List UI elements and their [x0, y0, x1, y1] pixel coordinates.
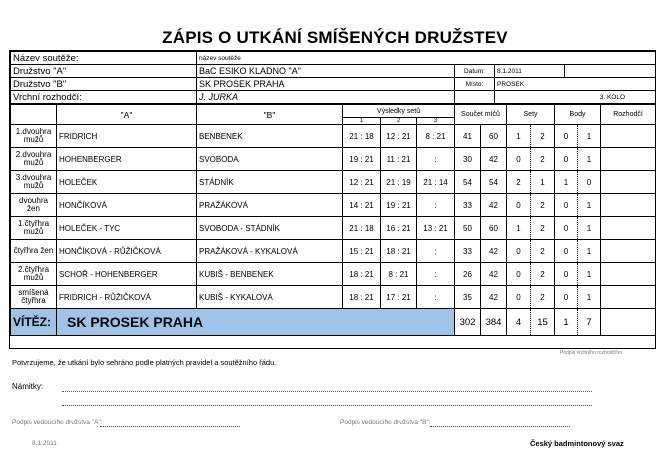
set3-score: :: [417, 240, 455, 263]
team-a-row: [11, 65, 656, 78]
set1-score: 14 : 21: [343, 194, 381, 217]
referee-cell: [601, 148, 656, 171]
team-b-label: Družstvo "B": [11, 78, 197, 91]
set3-score: :: [417, 286, 455, 309]
balls-a: 41: [455, 125, 481, 148]
match-row: [11, 125, 656, 148]
set2-score: 8 : 21: [381, 263, 417, 286]
notes-line-2: [62, 405, 592, 406]
points-b: 1: [578, 194, 601, 217]
balls-a: 33: [455, 194, 481, 217]
balls-b: 60: [481, 125, 507, 148]
sets-a: 0: [507, 240, 531, 263]
sets-b: 2: [531, 148, 555, 171]
points-a: 0: [555, 263, 578, 286]
sets-a: 1: [507, 125, 531, 148]
document-title: ZÁPIS O UTKÁNÍ SMÍŠENÝCH DRUŽSTEV: [162, 28, 508, 47]
set2-score: 16 : 21: [381, 217, 417, 240]
referee-row: [11, 91, 656, 104]
balls-b: 42: [481, 240, 507, 263]
balls-b: 60: [481, 217, 507, 240]
balls-a: 50: [455, 217, 481, 240]
referee-extra-cell: [455, 91, 495, 104]
referee-cell: [601, 194, 656, 217]
match-row: [11, 217, 656, 240]
round-value: 3. KOLO: [495, 91, 656, 104]
points-header: Body: [555, 105, 601, 125]
match-rows: [11, 125, 656, 309]
player-b: KUBIŠ - KYKALOVÁ: [197, 286, 343, 309]
set2-header: 2: [381, 118, 417, 125]
referee-label: Vrchní rozhodčí:: [11, 91, 197, 104]
player-b: KUBIŠ - BENBENEK: [197, 263, 343, 286]
sets-b: 2: [531, 217, 555, 240]
player-a: HOHENBERGER: [57, 148, 197, 171]
winner-ball-a: 302: [455, 309, 481, 336]
player-a: HOLEČEK: [57, 171, 197, 194]
notes-label: Námitky:: [12, 382, 44, 391]
sets-b: 2: [531, 125, 555, 148]
winner-row: [11, 309, 656, 336]
set3-score: 13 : 21: [417, 217, 455, 240]
set2-score: 21 : 19: [381, 171, 417, 194]
competition-row: [11, 52, 656, 65]
set1-header: 1: [343, 118, 381, 125]
balls-b: 42: [481, 194, 507, 217]
match-discipline: 3.dvouhra mužů: [11, 171, 57, 194]
match-row: [11, 194, 656, 217]
balls-a: 26: [455, 263, 481, 286]
match-discipline: 2.dvouhra mužů: [11, 148, 57, 171]
player-a: FRIDRICH: [57, 125, 197, 148]
winner-referee-cell: [601, 309, 656, 336]
sets-a: 0: [507, 286, 531, 309]
winner-sets-b: 15: [531, 309, 555, 336]
footer-date: 8.1.2011: [32, 440, 57, 447]
points-b: 1: [578, 240, 601, 263]
player-b: STÁDNÍK: [197, 171, 343, 194]
winner-points-a: 1: [555, 309, 578, 336]
referee-cell: [601, 286, 656, 309]
set1-score: 21 : 18: [343, 125, 381, 148]
match-report-sheet: [9, 50, 656, 349]
balls-b: 42: [481, 263, 507, 286]
place-value: PROSEK: [495, 78, 656, 91]
set1-score: 18 : 21: [343, 286, 381, 309]
sets-a: 2: [507, 171, 531, 194]
col-b-header: "B": [197, 105, 343, 125]
player-b: BENBENEK: [197, 125, 343, 148]
sets-b: 2: [531, 286, 555, 309]
date-value: 8.1.2011: [495, 65, 565, 78]
date-label: Datum:: [455, 65, 495, 78]
match-discipline: smíšená čtyřhra: [11, 286, 57, 309]
winner-label: VÍTĚZ:: [11, 309, 57, 336]
points-b: 1: [578, 125, 601, 148]
player-b: SVOBODA: [197, 148, 343, 171]
referee-cell: [601, 240, 656, 263]
sets-b: 1: [531, 171, 555, 194]
team-a-label: Družstvo "A": [11, 65, 197, 78]
winner-name: SK PROSEK PRAHA: [57, 309, 455, 336]
date-extra-cell: [565, 65, 656, 78]
player-a: SCHOŘ - HOHENBERGER: [57, 263, 197, 286]
player-b: SVOBODA - STÁDNÍK: [197, 217, 343, 240]
signature-a-line: [100, 426, 240, 427]
points-a: 0: [555, 286, 578, 309]
team-a-value: BaC ESIKO KLADNO "A": [197, 65, 455, 78]
match-discipline: dvouhra žen: [11, 194, 57, 217]
points-a: 0: [555, 240, 578, 263]
match-discipline: 1.dvouhra mužů: [11, 125, 57, 148]
points-a: 0: [555, 194, 578, 217]
balls-a: 54: [455, 171, 481, 194]
points-b: 1: [578, 217, 601, 240]
sets-a: 0: [507, 263, 531, 286]
referee-value: J. JURKA: [197, 91, 455, 104]
signature-a-caption: Podpis vedoucího družstva "A":: [12, 419, 103, 426]
match-row: [11, 286, 656, 309]
confirmation-text: Potvrzujeme, že utkání bylo sehráno podle platných pravidel a soutěžního řádu.: [12, 358, 277, 367]
team-b-row: [11, 78, 656, 91]
set3-score: :: [417, 148, 455, 171]
signature-b-line: [430, 426, 570, 427]
sets-b: 2: [531, 194, 555, 217]
match-row: [11, 148, 656, 171]
balls-b: 42: [481, 286, 507, 309]
results-table: [10, 104, 656, 336]
winner-sets-a: 4: [507, 309, 531, 336]
referee-signature-caption: Podpis vrchního rozhodčího: [560, 350, 622, 356]
player-a: HOLEČEK - TYC: [57, 217, 197, 240]
balls-b: 42: [481, 148, 507, 171]
referee-cell: [601, 263, 656, 286]
player-b: PRAŽÁKOVÁ - KYKALOVÁ: [197, 240, 343, 263]
sets-a: 0: [507, 194, 531, 217]
sets-b: 2: [531, 240, 555, 263]
set2-score: 12 : 21: [381, 125, 417, 148]
set2-score: 18 : 21: [381, 240, 417, 263]
disc-header: [11, 105, 57, 125]
referees-header: Rozhodčí: [601, 105, 656, 125]
match-discipline: čtyřhra žen: [11, 240, 57, 263]
signature-b-caption: Podpis vedoucího družstva "B":: [340, 419, 431, 426]
set3-score: :: [417, 263, 455, 286]
col-a-header: "A": [57, 105, 197, 125]
set3-score: :: [417, 194, 455, 217]
competition-value: název soutěže: [197, 52, 656, 65]
player-b: PRAŽÁKOVÁ: [197, 194, 343, 217]
winner-points-b: 7: [578, 309, 601, 336]
points-b: 0: [578, 171, 601, 194]
footer-organization: Český badmintonový svaz: [530, 439, 624, 448]
referee-cell: [601, 217, 656, 240]
player-a: HONČÍKOVÁ - RŮŽIČKOVÁ: [57, 240, 197, 263]
referee-cell: [601, 171, 656, 194]
header-table: [10, 51, 656, 104]
set3-score: 21 : 14: [417, 171, 455, 194]
set1-score: 12 : 21: [343, 171, 381, 194]
balls-b: 54: [481, 171, 507, 194]
match-row: [11, 263, 656, 286]
sets-a: 1: [507, 217, 531, 240]
set1-score: 19 : 21: [343, 148, 381, 171]
points-b: 1: [578, 263, 601, 286]
points-b: 1: [578, 148, 601, 171]
set2-score: 17 : 21: [381, 286, 417, 309]
balls-a: 30: [455, 148, 481, 171]
match-discipline: 1.čtyřhra mužů: [11, 217, 57, 240]
referee-cell: [601, 125, 656, 148]
points-a: 0: [555, 217, 578, 240]
set2-score: 11 : 21: [381, 148, 417, 171]
set1-score: 21 : 18: [343, 217, 381, 240]
set1-score: 15 : 21: [343, 240, 381, 263]
notes-line-1: [62, 391, 592, 392]
points-a: 1: [555, 171, 578, 194]
sum-header: Součet míčů: [455, 105, 507, 125]
sets-b: 2: [531, 263, 555, 286]
player-a: HONČÍKOVÁ: [57, 194, 197, 217]
player-a: FRIDRICH - RŮŽIČKOVÁ: [57, 286, 197, 309]
team-b-value: SK PROSEK PRAHA: [197, 78, 455, 91]
set2-score: 19 : 21: [381, 194, 417, 217]
set1-score: 18 : 21: [343, 263, 381, 286]
points-a: 0: [555, 148, 578, 171]
sets-header: Sety: [507, 105, 555, 125]
set3-header: 3: [417, 118, 455, 125]
balls-a: 33: [455, 240, 481, 263]
sets-a: 0: [507, 148, 531, 171]
points-b: 1: [578, 286, 601, 309]
points-a: 0: [555, 125, 578, 148]
column-header-row: [11, 105, 656, 118]
place-label: Místo:: [455, 78, 495, 91]
set3-score: 8 : 21: [417, 125, 455, 148]
match-discipline: 2.čtyřhra mužů: [11, 263, 57, 286]
match-row: [11, 240, 656, 263]
match-row: [11, 171, 656, 194]
results-header: Výsledky setů: [343, 105, 455, 118]
winner-ball-b: 384: [481, 309, 507, 336]
balls-a: 35: [455, 286, 481, 309]
competition-label: Název soutěže:: [11, 52, 197, 65]
